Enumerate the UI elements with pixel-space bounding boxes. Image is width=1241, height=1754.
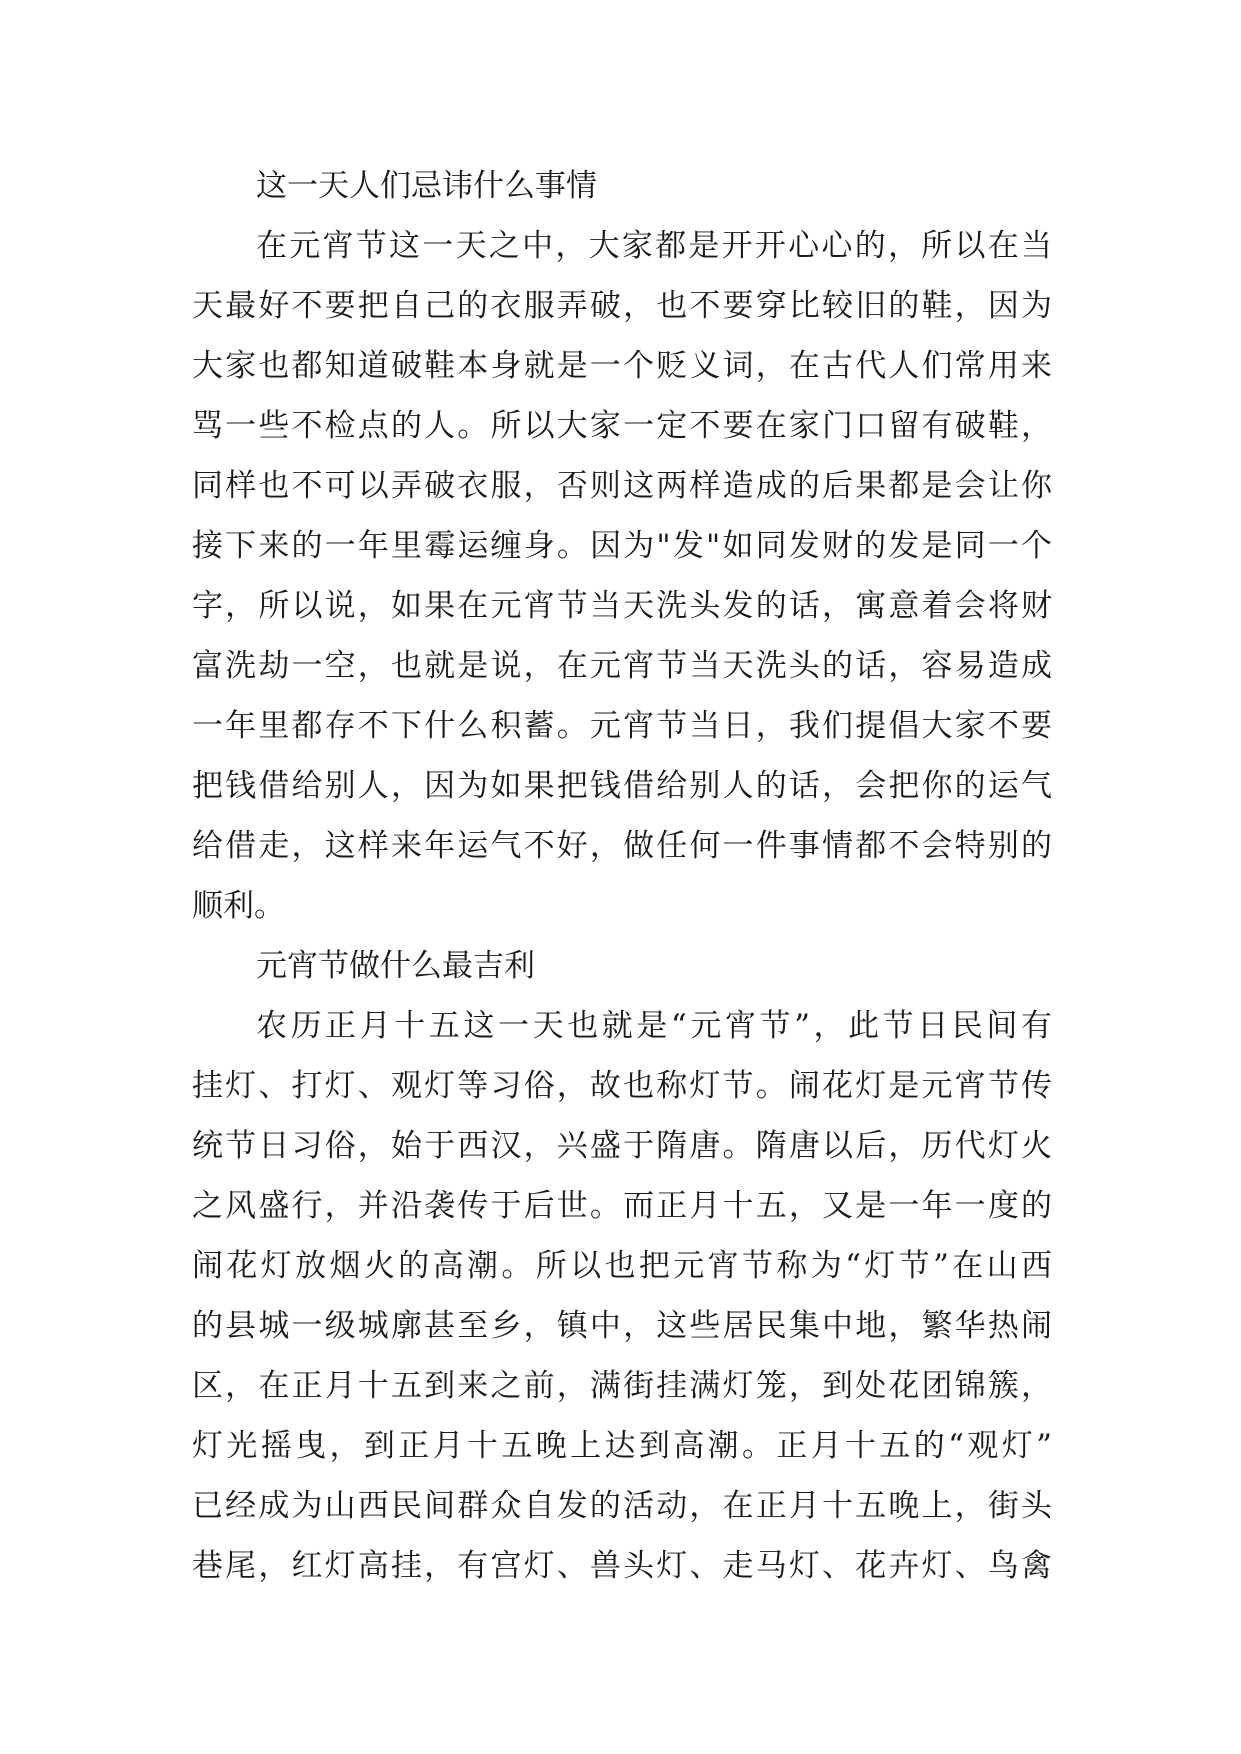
section-heading-taboos: 这一天人们忌讳什么事情 (256, 168, 597, 204)
paragraph-line: 的县城一级城廓甚至乡，镇中，这些居民集中地，繁华热闹 (192, 1308, 1052, 1344)
paragraph-line: 挂灯、打灯、观灯等习俗，故也称灯节。闹花灯是元宵节传 (192, 1068, 1052, 1104)
paragraph-line: 农历正月十五这一天也就是“元宵节”，此节日民间有 (256, 1008, 1052, 1044)
paragraph-line: 给借走，这样来年运气不好，做任何一件事情都不会特别的 (192, 828, 1052, 864)
paragraph-line: 闹花灯放烟火的高潮。所以也把元宵节称为“灯节”在山西 (192, 1248, 1052, 1284)
paragraph-line: 接下来的一年里霉运缠身。因为"发"如同发财的发是同一个 (192, 528, 1052, 564)
paragraph-line: 骂一些不检点的人。所以大家一定不要在家门口留有破鞋， (192, 408, 1052, 444)
paragraph-line: 一年里都存不下什么积蓄。元宵节当日，我们提倡大家不要 (192, 708, 1052, 744)
paragraph-line: 天最好不要把自己的衣服弄破，也不要穿比较旧的鞋，因为 (192, 288, 1052, 324)
paragraph-line: 巷尾，红灯高挂，有宫灯、兽头灯、走马灯、花卉灯、鸟禽 (192, 1548, 1052, 1584)
paragraph-line: 大家也都知道破鞋本身就是一个贬义词，在古代人们常用来 (192, 348, 1052, 384)
paragraph-line: 已经成为山西民间群众自发的活动，在正月十五晚上，街头 (192, 1488, 1052, 1524)
paragraph-line: 在元宵节这一天之中，大家都是开开心心的，所以在当 (256, 228, 1052, 264)
paragraph-line: 同样也不可以弄破衣服，否则这两样造成的后果都是会让你 (192, 468, 1052, 504)
section-heading-lucky-activities: 元宵节做什么最吉利 (256, 948, 535, 984)
paragraph-line: 统节日习俗，始于西汉，兴盛于隋唐。隋唐以后，历代灯火 (192, 1128, 1052, 1164)
paragraph-line: 区，在正月十五到来之前，满街挂满灯笼，到处花团锦簇， (192, 1368, 1052, 1404)
paragraph-line: 灯光摇曳，到正月十五晚上达到高潮。正月十五的“观灯” (192, 1428, 1052, 1464)
paragraph-line: 顺利。 (192, 888, 285, 924)
paragraph-line: 之风盛行，并沿袭传于后世。而正月十五，又是一年一度的 (192, 1188, 1052, 1224)
paragraph-line: 富洗劫一空，也就是说，在元宵节当天洗头的话，容易造成 (192, 648, 1052, 684)
paragraph-line: 字，所以说，如果在元宵节当天洗头发的话，寓意着会将财 (192, 588, 1052, 624)
paragraph-line: 把钱借给别人，因为如果把钱借给别人的话，会把你的运气 (192, 768, 1052, 804)
